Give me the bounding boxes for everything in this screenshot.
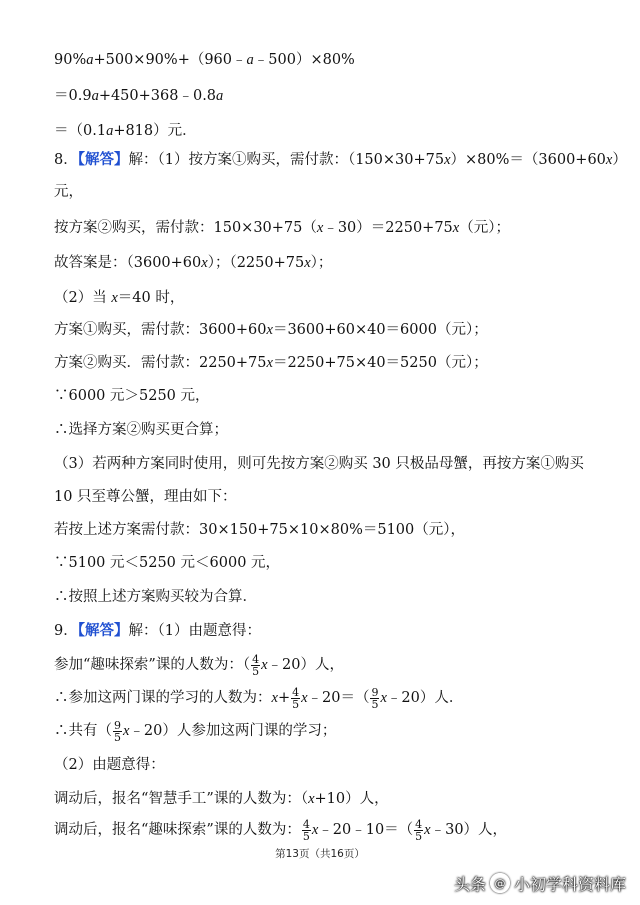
q9-line-2: 参加“趣味探索”课的人数为：（ $\frac{4}{5}$ x﹣20）人， xyxy=(54,652,344,678)
q8-line-13: ∵5100 元＜5250 元＜6000 元， xyxy=(54,555,281,571)
at-icon: @ xyxy=(490,873,510,893)
q8-line-5: （2）当 x＝40 时， xyxy=(54,290,185,306)
q8-line-9: ∴选择方案②购买更合算； xyxy=(54,422,228,438)
q8-line-6: 方案①购买，需付款：3600+60x＝3600+60×40＝6000（元）； xyxy=(54,322,488,338)
q9-number: 9． xyxy=(54,623,78,639)
fraction-4-5: $\frac{4}{5}$ xyxy=(252,652,260,678)
fraction-4-5: $\frac{4}{5}$ xyxy=(292,685,300,711)
watermark xyxy=(454,872,626,894)
q8-number: 8． xyxy=(54,152,78,168)
fraction-9-5: $\frac{9}{5}$ xyxy=(371,685,379,711)
q8-line-4: 故答案是：（3600+60x）；（2250+75x）； xyxy=(54,255,333,271)
q9-line-7: 调动后，报名“趣味探索”课的人数为： $\frac{4}{5}$ x﹣20﹣10＝（ $\frac{4}{5}$ x﹣30）人， xyxy=(54,817,508,843)
watermark-name: 小初学科资料库 xyxy=(513,874,626,894)
q9-line-4: ∴共有（ $\frac{9}{5}$ x﹣20）人参加这两门课的学习； xyxy=(54,718,337,744)
calc-line-3: ＝（0.1a+818）元． xyxy=(54,123,197,139)
q8-line-7: 方案②购买．需付款：2250+75x＝2250+75×40＝5250（元）； xyxy=(54,355,488,371)
q9-line-1: 9．【解答】解：（1）由题意得： xyxy=(54,622,261,639)
q8-line-10: （3）若两种方案同时使用，则可先按方案②购买 30 只极品母蟹，再按方案①购买 xyxy=(54,456,584,472)
watermark-prefix: 头条 xyxy=(453,874,486,894)
q8-line-1: 8．【解答】解：（1）按方案①购买，需付款：（150×30+75x）×80%＝（3600+60x） xyxy=(54,151,627,168)
q9-line-5: （2）由题意得： xyxy=(54,757,165,773)
answer-tag: 【解答】 xyxy=(77,151,129,168)
fraction-9-5: $\frac{9}{5}$ xyxy=(114,718,121,744)
q8-line-3: 按方案②购买，需付款：150×30+75（x﹣30）＝2250+75x（元）； xyxy=(54,220,510,236)
q9-line-3: ∴参加这两门课的学习的人数为：x+ $\frac{4}{5}$ x﹣20＝（ $\frac{9}{5}$ x﹣20）人． xyxy=(54,685,464,711)
calc-line-2: ＝0.9a+450+368﹣0.8a xyxy=(54,88,224,104)
q9-line-6: 调动后，报名“智慧手工”课的人数为：（x+10）人， xyxy=(54,791,389,807)
fraction-4-5: $\frac{4}{5}$ xyxy=(415,817,423,843)
page-footer: 第13页（共16页） xyxy=(275,848,365,860)
q8-line-12: 若按上述方案需付款：30×150+75×10×80%＝5100（元）， xyxy=(54,522,466,538)
q8-line-14: ∴按照上述方案购买较为合算． xyxy=(54,589,257,605)
q8-line-2: 元， xyxy=(54,184,83,200)
answer-tag: 【解答】 xyxy=(77,622,129,639)
q8-line-11: 10 只至尊公蟹，理由如下： xyxy=(54,489,237,505)
q8-line-8: ∵6000 元＞5250 元， xyxy=(54,388,210,404)
calc-line-1: 90%a+500×90%+（960﹣a﹣500）×80% xyxy=(54,52,355,68)
fraction-4-5: $\frac{4}{5}$ xyxy=(302,817,310,843)
